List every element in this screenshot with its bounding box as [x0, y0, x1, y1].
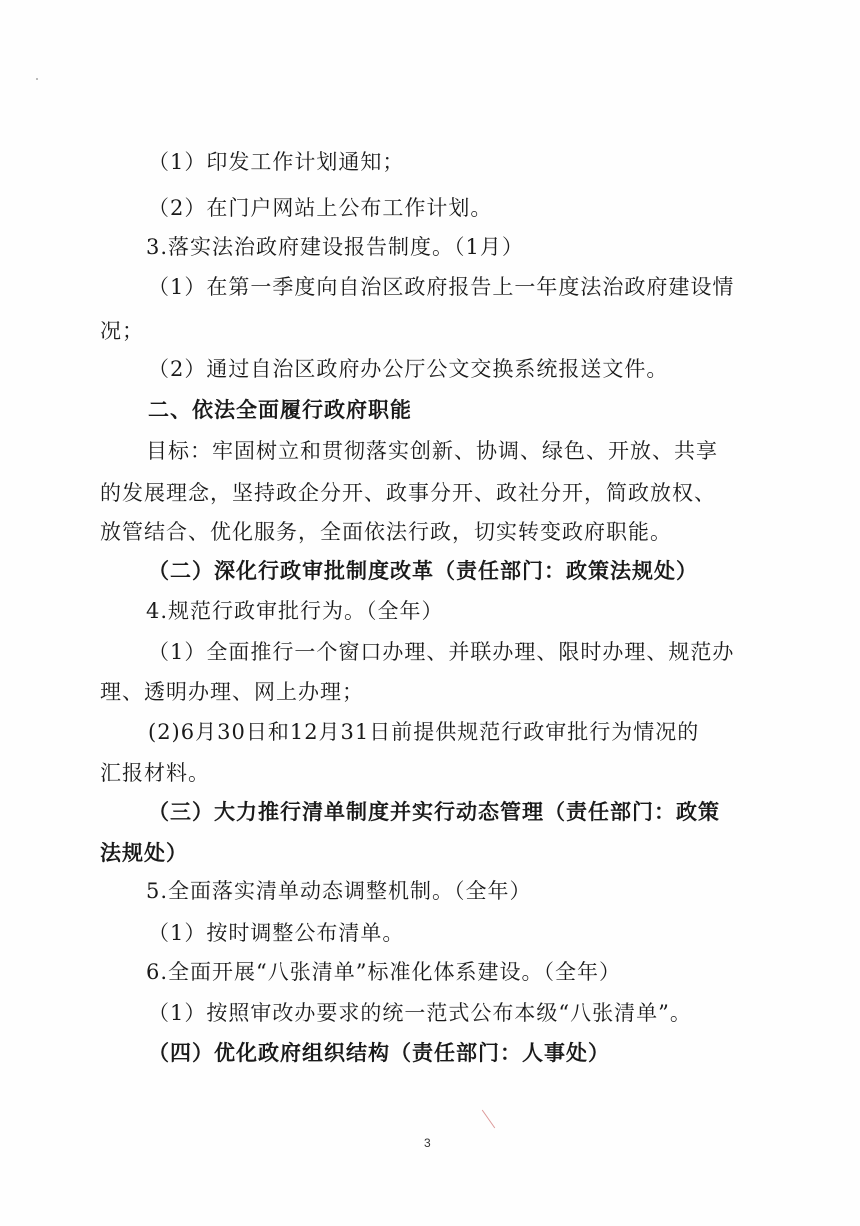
list-item: （1）按时调整公布清单。	[148, 921, 405, 945]
numbered-item: 3.落实法治政府建设报告制度。（1月）	[146, 235, 524, 259]
subsection-heading: （二）深化行政审批制度改革（责任部门：政策法规处）	[148, 558, 698, 583]
list-item: （1）印发工作计划通知；	[148, 150, 405, 174]
page-number: 3	[424, 1136, 431, 1150]
list-item: （1）在第一季度向自治区政府报告上一年度法治政府建设情	[148, 275, 735, 299]
paragraph-line: 放管结合、优化服务，全面依法行政，切实转变政府职能。	[100, 520, 672, 544]
numbered-item: 6.全面开展“八张清单”标准化体系建设。（全年）	[146, 960, 622, 984]
numbered-item: 5.全面落实清单动态调整机制。（全年）	[146, 879, 532, 903]
list-item: （1）全面推行一个窗口办理、并联办理、限时办理、规范办	[148, 640, 735, 664]
list-item: （1）按照审改办要求的统一范式公布本级“八张清单”。	[148, 1001, 692, 1025]
list-item-continuation: 况；	[100, 319, 144, 343]
list-item: （2）通过自治区政府办公厅公文交换系统报送文件。	[148, 357, 669, 381]
subsection-heading: （三）大力推行清单制度并实行动态管理（责任部门：政策	[148, 799, 720, 824]
paragraph-line: 目标：牢固树立和贯彻落实创新、协调、绿色、开放、共享	[146, 439, 718, 463]
scan-speck	[482, 1110, 495, 1129]
list-item-continuation: 汇报材料。	[100, 761, 210, 785]
numbered-item: 4.规范行政审批行为。（全年）	[146, 599, 444, 623]
list-item: (2)6月30日和12月31日前提供规范行政审批行为情况的	[148, 720, 700, 744]
list-item: （2）在门户网站上公布工作计划。	[148, 196, 493, 220]
section-heading: 二、依法全面履行政府职能	[148, 398, 412, 422]
paragraph-line: 的发展理念，坚持政企分开、政事分开、政社分开，简政放权、	[100, 481, 716, 505]
subsection-heading-continuation: 法规处）	[100, 840, 188, 865]
scan-speck	[36, 78, 38, 80]
subsection-heading: （四）优化政府组织结构（责任部门：人事处）	[148, 1040, 610, 1065]
list-item-continuation: 理、透明办理、网上办理；	[100, 680, 364, 704]
